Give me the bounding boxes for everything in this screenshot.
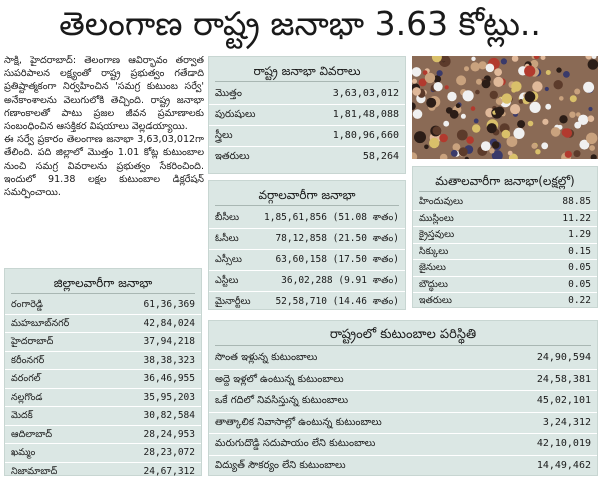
crowd-figure [486, 64, 495, 73]
crowd-figure [574, 89, 580, 95]
caste-row [209, 292, 405, 312]
crowd-figure [495, 107, 504, 116]
crowd-figure [456, 75, 466, 85]
district-row-value: 24,67,312 [144, 463, 195, 480]
religion-row-value: 1.29 [568, 227, 591, 243]
religion-row-label: సిక్కులు [419, 244, 448, 260]
crowd-figure [586, 133, 597, 144]
population-row-label: స్త్రీలు [215, 126, 233, 146]
crowd-figure [546, 70, 551, 75]
crowd-figure [466, 136, 474, 144]
caste-row [209, 250, 405, 271]
crowd-figure [487, 123, 497, 133]
crowd-figure [429, 138, 439, 148]
crowd-figure [479, 61, 487, 69]
crowd-figure [426, 98, 436, 108]
population-row-value: 3,63,03,012 [333, 84, 399, 104]
crowd-figure [510, 104, 520, 114]
crowd-figure [475, 90, 480, 95]
caste-row-value: 63,60,158 (17.50 శాతం) [275, 250, 399, 270]
caste-title: వర్గాలవారీగా జనాభా [215, 185, 399, 206]
religion-row [413, 194, 597, 211]
district-row-label: రంగారెడ్డి [11, 296, 43, 314]
crowd-figure [551, 127, 561, 137]
district-row-value: 36,46,955 [144, 370, 195, 388]
district-row [5, 315, 201, 334]
population-row [209, 84, 405, 105]
caste-row-label: బీసీలు [215, 208, 239, 228]
district-row-label: మహబూబ్‌నగర్ [11, 315, 69, 333]
district-row-label: ఆదిలాబాద్ [11, 426, 52, 444]
caste-box [208, 180, 406, 310]
religion-row-label: హిందువులు [419, 194, 463, 210]
crowd-figure [541, 142, 548, 149]
crowd-figure [424, 145, 429, 150]
population-row-value: 1,81,48,088 [333, 105, 399, 125]
crowd-figure [524, 66, 535, 77]
crowd-figure [456, 103, 461, 108]
district-row [5, 444, 201, 463]
crowd-figure [476, 79, 482, 85]
crowd-figure [445, 85, 449, 89]
caste-row [209, 271, 405, 292]
district-row-value: 38,38,323 [144, 352, 195, 370]
crowd-figure [517, 120, 525, 128]
crowd-figure [588, 59, 598, 70]
religion-row [413, 260, 597, 277]
household-row [209, 391, 597, 413]
crowd-figure [443, 121, 449, 127]
household-row-value: 24,58,381 [537, 370, 591, 391]
crowd-figure [463, 90, 474, 101]
crowd-figure [439, 134, 448, 143]
religion-row-label: ముస్లింలు [419, 211, 454, 227]
household-row [209, 434, 597, 456]
crowd-figure [481, 141, 491, 151]
caste-row-value: 52,58,710 (14.46 శాతం) [275, 292, 399, 312]
crowd-figure [531, 143, 537, 149]
crowd-figure [471, 106, 476, 111]
district-row [5, 407, 201, 426]
household-row-value: 3,24,312 [543, 413, 591, 434]
crowd-figure [563, 128, 572, 137]
district-row-label: కరీంనగర్ [11, 352, 44, 370]
caste-row-label: ఓసీలు [215, 229, 239, 249]
district-row-value: 30,82,584 [144, 407, 195, 425]
household-row-value: 24,90,594 [537, 348, 591, 369]
district-row [5, 296, 201, 315]
crowd-figure [502, 93, 512, 103]
religion-row-value: 0.15 [568, 244, 591, 260]
crowd-figure [461, 114, 466, 119]
crowd-figure [535, 149, 540, 154]
population-row-value: 1,80,96,660 [333, 126, 399, 146]
caste-row [209, 208, 405, 229]
household-row-label: విద్యుత్ సౌకర్యం లేని కుటుంబాలు [215, 456, 346, 477]
crowd-figure [501, 58, 507, 64]
religion-row-value: 0.22 [568, 293, 591, 309]
household-row-value: 42,10,019 [537, 434, 591, 455]
crowd-figure [492, 141, 500, 149]
district-row-value: 28,24,953 [144, 426, 195, 444]
religion-row [413, 293, 597, 309]
crowd-figure [511, 81, 521, 91]
district-row-label: ఖమ్మం [11, 444, 35, 462]
religion-row-value: 0.05 [568, 260, 591, 276]
crowd-figure [447, 92, 456, 101]
crowd-figure [493, 77, 503, 87]
crowd-figure [414, 131, 426, 143]
religion-box [412, 166, 598, 308]
household-row-label: ఒకే గదిలో నివసిస్తున్న కుటుంబాలు [215, 391, 348, 412]
households-title: రాష్ట్రంలో కుటుంబాల పరిస్థితి [215, 325, 591, 346]
district-row-label: నల్లగొండ [11, 389, 42, 407]
district-row-label: నిజామాబాద్ [11, 463, 57, 480]
crowd-figure [545, 104, 551, 110]
household-row-label: అద్దె ఇళ్లలో ఉంటున్న కుటుంబాలు [215, 370, 344, 391]
crowd-figure [563, 71, 570, 78]
district-row [5, 370, 201, 389]
crowd-figure [502, 130, 511, 139]
caste-row-value: 1,85,61,856 (51.08 శాతం) [264, 208, 399, 228]
district-row-label: వరంగల్ [11, 370, 40, 388]
crowd-figure [457, 130, 468, 141]
population-box [208, 56, 406, 174]
lead-paragraph-2: ఈ సర్వే ప్రకారం తెలంగాణ జనాభా 3,63,03,012గా తేలింది. పది జిల్లాలో మొత్తం 1.01 కోట్ల కుటుంబాల నుంచి సమగ్ర వివరాలను ప్రభుత్వం సేకరించింది. ఇందులో 91.38 లక్షల కుటుంబాల డిక్లరేషన్ సమర్పించాయి. [4, 133, 204, 199]
district-row [5, 352, 201, 371]
crowd-figure [412, 79, 417, 84]
district-row [5, 333, 201, 352]
crowd-figure [574, 122, 581, 129]
population-row [209, 126, 405, 147]
crowd-figure [472, 124, 480, 132]
district-row-value: 35,95,203 [144, 389, 195, 407]
district-row [5, 426, 201, 445]
religion-row [413, 211, 597, 228]
district-row-value: 28,23,072 [144, 444, 195, 462]
religion-row-value: 11.22 [562, 211, 591, 227]
crowd-figure [569, 112, 575, 118]
crowd-figure [434, 82, 443, 91]
population-row-label: మొత్తం [215, 84, 242, 104]
crowd-figure [453, 143, 461, 151]
district-row-label: మెదక్ [11, 407, 33, 425]
household-row-label: తాత్కాలిక నివాసాల్లో ఉంటున్న కుటుంబాలు [215, 413, 382, 434]
religion-row-label: ఇతరులు [419, 293, 452, 309]
crowd-figure [570, 95, 577, 102]
household-row-value: 14,49,462 [537, 456, 591, 477]
crowd-figure [528, 121, 534, 127]
crowd-figure [588, 115, 595, 122]
caste-row-label: ఎస్సీలు [215, 250, 242, 270]
crowd-figure [482, 80, 491, 89]
district-row [5, 463, 201, 480]
household-row-label: మరుగుదొడ్డి సదుపాయం లేని కుటుంబాలు [215, 434, 375, 455]
population-row [209, 147, 405, 167]
crowd-figure [412, 87, 421, 96]
lead-paragraph-1: సాక్షి, హైదరాబాద్: తెలంగాణ ఆవిర్భావం తర్వాత సుపరిపాలన లక్ష్యంతో రాష్ట్ర ప్రభుత్వం గతేడాది ప్రతిష్టాత్మకంగా నిర్వహించిన 'సమగ్ర కుటుంబ సర్వే' అనేకాంశాలను వెలుగులోకి తెచ్చింది. రాష్ట్ర జనాభా గణాంకాలతో పాటు ప్రజల జీవన ప్రమాణాలకు సంబంధించిన ఆసక్తికర విషయాలు వెల్లడయ్యాయి. [4, 54, 204, 133]
crowd-figure [433, 126, 442, 135]
crowd-figure [542, 119, 548, 125]
lead-article [4, 54, 204, 262]
crowd-figure [556, 67, 561, 72]
district-row [5, 389, 201, 408]
household-row-value: 45,02,101 [537, 391, 591, 412]
population-row-label: ఇతరులు [215, 147, 250, 167]
crowd-figure [574, 150, 581, 157]
crowd-figure [412, 67, 421, 77]
caste-row-value: 78,12,858 (21.50 శాతం) [275, 229, 399, 249]
districts-title: జిల్లాలవారీగా జనాభా [11, 273, 195, 294]
population-row [209, 105, 405, 126]
population-title: రాష్ట్ర జనాభా వివరాలు [215, 61, 399, 82]
crowd-figure [489, 148, 494, 153]
household-row [209, 348, 597, 370]
crowd-figure [545, 87, 549, 91]
crowd-figure [525, 91, 536, 102]
religion-row [413, 244, 597, 261]
household-row [209, 413, 597, 435]
crowd-figure [459, 147, 468, 156]
households-box [208, 320, 598, 476]
crowd-figure [513, 128, 524, 139]
district-row-value: 37,94,218 [144, 333, 195, 351]
religion-row [413, 227, 597, 244]
district-row-value: 61,36,369 [144, 296, 195, 314]
headline: తెలంగాణ రాష్ట్ర జనాభా 3.63 కోట్లు.. [0, 0, 600, 52]
crowd-figure [559, 96, 564, 101]
crowd-figure [559, 115, 567, 123]
crowd-figure [425, 73, 435, 83]
caste-row-label: మైనార్టీలు [215, 292, 251, 312]
crowd-figure [530, 102, 541, 113]
crowd-figure [474, 119, 479, 124]
crowd-figure [464, 66, 469, 71]
caste-row-label: ఎస్టీలు [215, 271, 238, 291]
crowd-figure [450, 110, 459, 119]
crowd-figure [471, 62, 480, 71]
crowd-figure [490, 91, 498, 99]
crowd-figure [583, 82, 594, 93]
religion-row-value: 88.85 [562, 194, 591, 210]
religion-title: మతాలవారీగా జనాభా(లక్షల్లో) [419, 171, 591, 192]
district-row-label: హైదరాబాద్ [11, 333, 53, 351]
religion-row-label: క్రైస్తవులు [419, 227, 454, 243]
population-row-value: 58,264 [363, 147, 399, 167]
crowd-figure [437, 70, 443, 76]
crowd-figure [589, 145, 595, 151]
crowd-figure [508, 151, 513, 156]
crowd-photo [412, 56, 598, 159]
districts-box [4, 268, 202, 476]
crowd-figure [588, 107, 592, 111]
religion-row [413, 277, 597, 294]
crowd-figure [532, 81, 542, 91]
religion-row-label: జైనులు [419, 260, 446, 276]
crowd-figure [413, 109, 423, 119]
population-row-label: పురుషులు [215, 105, 256, 125]
crowd-figure [565, 151, 572, 158]
crowd-figure [494, 68, 502, 76]
crowd-figure [471, 57, 475, 61]
caste-row [209, 229, 405, 250]
crowd-figure [554, 80, 563, 89]
crowd-figure [451, 150, 458, 157]
household-row [209, 456, 597, 477]
household-row-label: సొంత ఇళ్లున్న కుటుంబాలు [215, 348, 317, 369]
religion-row-label: బౌద్ధులు [419, 277, 448, 293]
caste-row-value: 36,02,288 (9.91 శాతం) [281, 271, 399, 291]
district-row-value: 42,84,024 [144, 315, 195, 333]
household-row [209, 370, 597, 392]
religion-row-value: 0.05 [568, 277, 591, 293]
